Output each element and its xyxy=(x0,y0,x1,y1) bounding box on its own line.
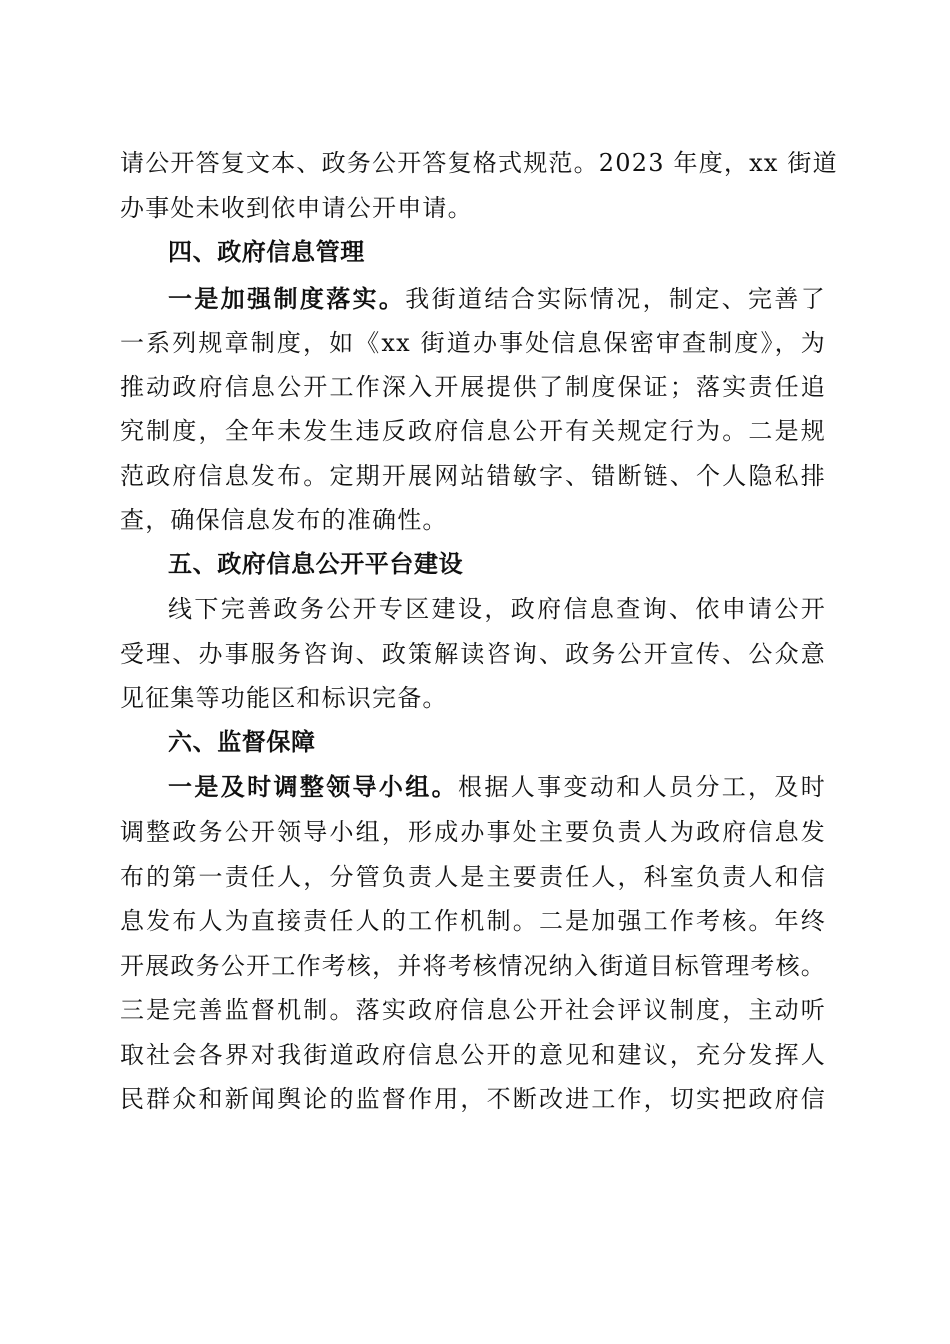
paragraph-line: 办事处未收到依申请公开申请。 xyxy=(120,194,473,222)
paragraph-line: 线下完善政务公开专区建设，政府信息查询、依申请公开 xyxy=(168,595,826,623)
paragraph-line: 息发布人为直接责任人的工作机制。二是加强工作考核。年终 xyxy=(120,907,826,935)
paragraph-line-rest: 根据人事变动和人员分工，及时 xyxy=(458,773,826,801)
section-heading-6: 六、监督保障 xyxy=(168,728,316,756)
paragraph-line: 民群众和新闻舆论的监督作用，不断改进工作，切实把政府信 xyxy=(120,1085,826,1113)
paragraph-line: 范政府信息发布。定期开展网站错敏字、错断链、个人隐私排 xyxy=(120,462,826,490)
paragraph-line: 受理、办事服务咨询、政策解读咨询、政务公开宣传、公众意 xyxy=(120,640,826,668)
paragraph-line: 三是完善监督机制。落实政府信息公开社会评议制度，主动听 xyxy=(120,996,826,1024)
section-heading-4: 四、政府信息管理 xyxy=(168,238,365,266)
paragraph-line: 推动政府信息公开工作深入开展提供了制度保证；落实责任追 xyxy=(120,373,826,401)
paragraph-line: 请公开答复文本、政务公开答复格式规范。2023 年度，xx 街道 xyxy=(120,149,838,177)
paragraph-line: 调整政务公开领导小组，形成办事处主要负责人为政府信息发 xyxy=(120,818,826,846)
paragraph-line: 究制度，全年未发生违反政府信息公开有关规定行为。二是规 xyxy=(120,417,826,445)
paragraph-line-with-lead xyxy=(168,279,826,319)
section-heading-5: 五、政府信息公开平台建设 xyxy=(168,550,464,578)
paragraph-line: 见征集等功能区和标识完备。 xyxy=(120,684,448,712)
paragraph-line: 开展政务公开工作考核，并将考核情况纳入街道目标管理考核。 xyxy=(120,952,826,980)
paragraph-line-with-lead xyxy=(168,767,826,807)
paragraph-line: 一系列规章制度，如《xx 街道办事处信息保密审查制度》，为 xyxy=(120,329,826,357)
paragraph-lead: 一是及时调整领导小组。 xyxy=(168,772,459,801)
paragraph-line: 取社会各界对我街道政府信息公开的意见和建议，充分发挥人 xyxy=(120,1041,826,1069)
paragraph-line: 布的第一责任人，分管负责人是主要责任人，科室负责人和信 xyxy=(120,863,826,891)
paragraph-line: 查，确保信息发布的准确性。 xyxy=(120,506,448,534)
paragraph-line-rest: 我街道结合实际情况，制定、完善了 xyxy=(405,285,826,313)
paragraph-lead: 一是加强制度落实。 xyxy=(168,284,406,313)
